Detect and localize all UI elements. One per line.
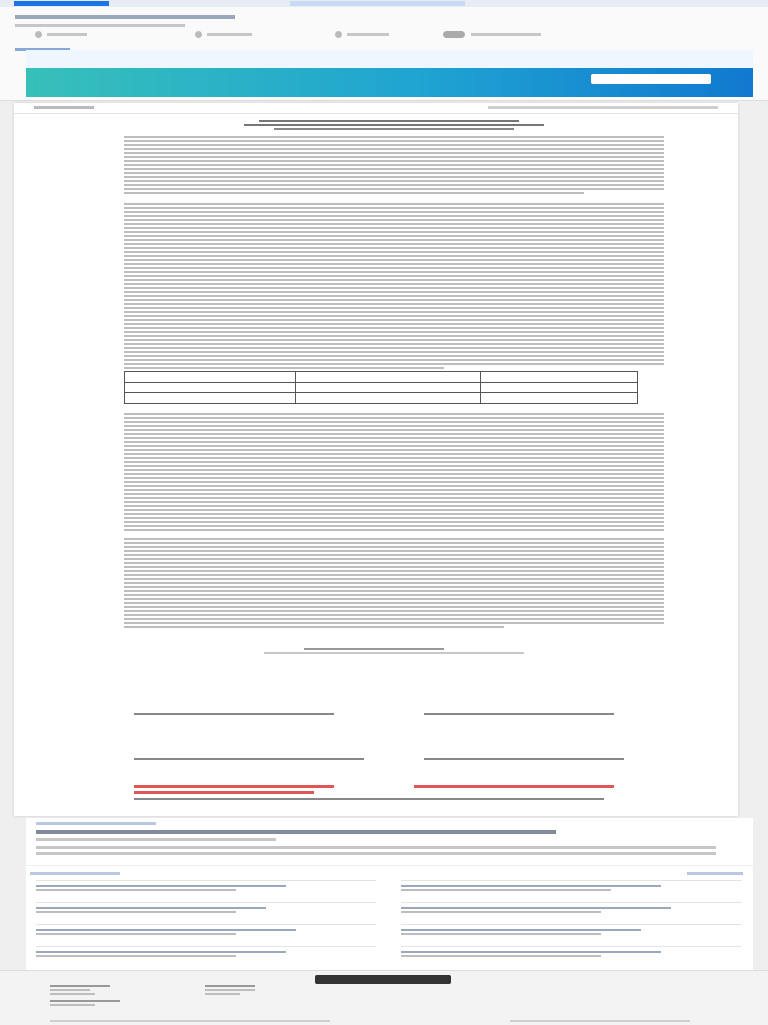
avatar [443,31,465,38]
related-item[interactable] [36,880,376,899]
paper-viewer [14,103,738,816]
related-item[interactable] [36,902,376,921]
highlight-text [414,785,614,788]
tab-bar [0,0,768,7]
author-icon [195,31,202,38]
recent-meta [36,838,276,841]
related-item[interactable] [401,880,741,899]
figure-grid [124,703,644,813]
related-item[interactable] [401,924,741,943]
highlight-text [134,791,314,794]
paper-toolbar-right[interactable] [488,106,718,109]
recent-heading [36,822,156,825]
author-name[interactable] [471,33,541,36]
footer-column [205,985,325,1019]
footer-column [50,985,170,1019]
document-title-area [15,14,755,42]
figure-label [134,713,334,721]
paper-toolbar-left[interactable] [34,106,94,109]
active-tab[interactable] [14,1,109,6]
related-item[interactable] [401,902,741,921]
paper-toolbar [14,103,738,114]
author-icon [335,31,342,38]
body-block [124,538,664,630]
body-block [124,351,664,371]
banner-notice [26,50,753,68]
highlight-text [134,785,334,788]
document-title [15,15,235,19]
body-block [124,263,664,359]
figure-label [134,758,364,766]
related-item[interactable] [401,946,741,965]
promo-banner [26,50,753,97]
app-store-badge[interactable] [315,975,451,984]
banner-button[interactable] [591,74,711,84]
related-more[interactable] [687,872,743,875]
body-block [124,413,664,533]
figure-label [424,758,624,766]
related-item[interactable] [36,946,376,965]
recent-section [26,818,753,865]
author-name[interactable] [207,33,252,36]
related-item[interactable] [36,924,376,943]
author-name[interactable] [47,33,87,36]
figure-caption [134,648,654,660]
document-meta [15,24,185,27]
abstract-block [124,136,664,196]
author-name[interactable] [347,33,389,36]
related-heading [30,872,120,875]
document-header [0,7,768,101]
figure-label [424,713,614,721]
recent-title[interactable] [36,830,556,834]
related-documents [26,866,753,970]
data-table [124,371,638,404]
banner-strip [26,68,753,97]
site-footer [0,970,768,1025]
author-icon [35,31,42,38]
banner-title [82,74,292,84]
top-link[interactable] [290,1,465,6]
